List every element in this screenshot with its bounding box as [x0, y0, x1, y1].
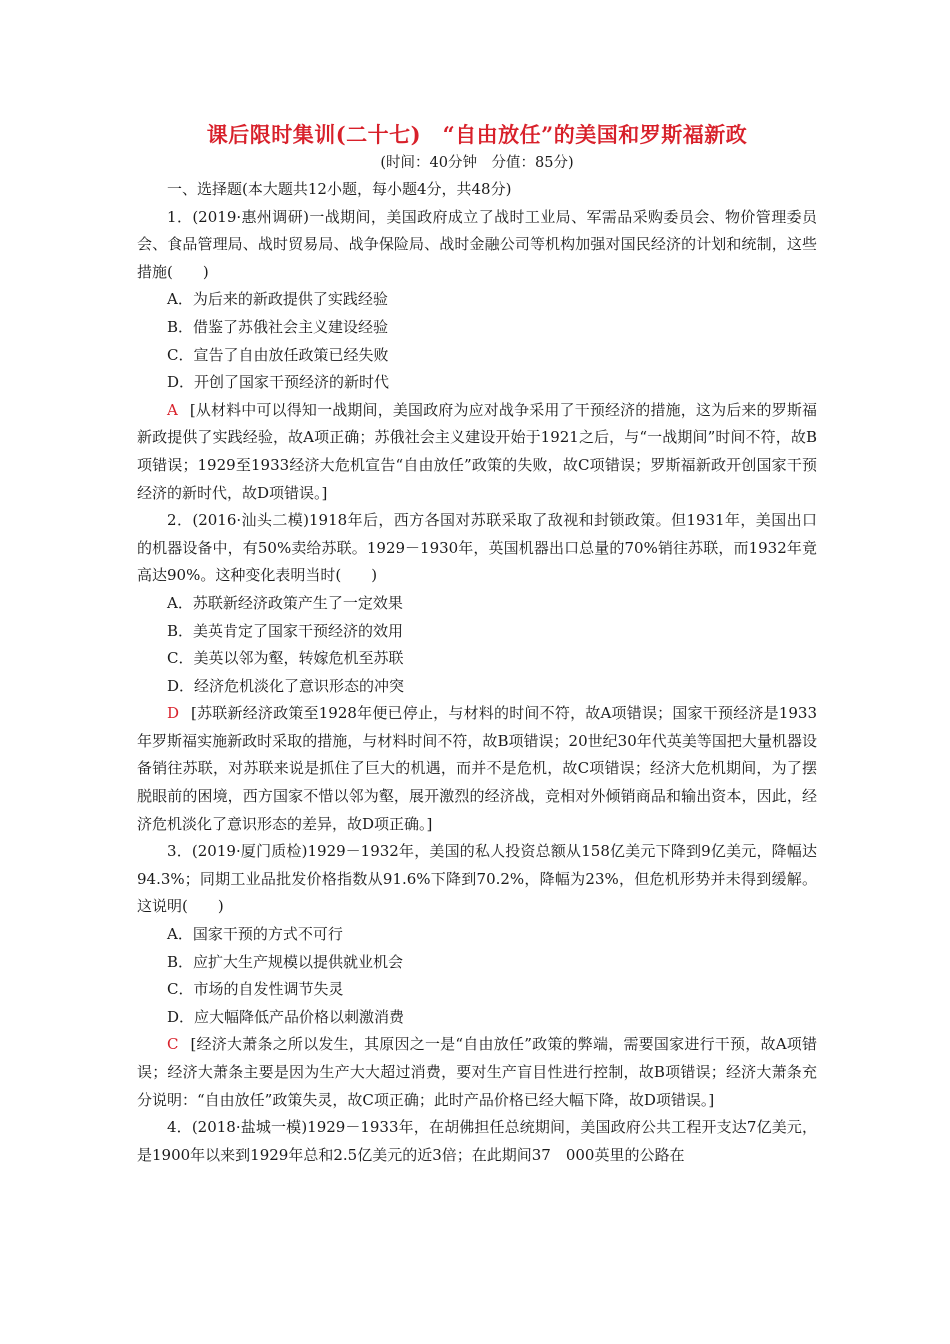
question-stem: 4．(2018·盐城一模)1929－1933年，在胡佛担任总统期间，美国政府公共工程开支达7亿美元，是1900年以来到1929年总和2.5亿美元的近3倍；在此期间37 000英里的公路在	[137, 1118, 817, 1164]
question-stem: 2．(2016·汕头二模)1918年后，西方各国对苏联采取了敌视和封锁政策。但1931年，美国出口的机器设备中，有50%卖给苏联。1929－1930年，英国机器出口总量的70%销往苏联，而1932年竟高达90%。这种变化表明当时( )	[137, 511, 817, 585]
document-page	[137, 118, 817, 1169]
page-subtitle: (时间：40分钟 分值：85分)	[380, 155, 574, 171]
question-4	[137, 1114, 817, 1169]
question-1	[137, 204, 817, 508]
option-c: C．宣告了自由放任政策已经失败	[167, 345, 389, 364]
question-stem: 3．(2019·厦门质检)1929－1932年，美国的私人投资总额从158亿美元下降到9亿美元，降幅达94.3%；同期工业品批发价格指数从91.6%下降到70.2%，降幅为23%，但危机形势并未得到缓解。这说明( )	[137, 842, 817, 916]
explanation-text: [从材料中可以得知一战期间，美国政府为应对战争采用了干预经济的措施，这为后来的罗斯福新政提供了实践经验，故A项正确；苏俄社会主义建设开始于1921之后，与“一战期间”时间不符，故B项错误；1929至1933经济大危机宣告“自由放任”政策的失败，故C项错误；罗斯福新政开创国家干预经济的新时代，故D项错误。]	[137, 400, 817, 502]
option-c: C．美英以邻为壑，转嫁危机至苏联	[167, 649, 404, 668]
explanation-text: [经济大萧条之所以发生，其原因之一是“自由放任”政策的弊端，需要国家进行干预，故A项错误；经济大萧条主要是因为生产大大超过消费，要对生产盲目性进行控制，故B项错误；经济大萧条充分说明：“自由放任”政策失灵，故C项正确；此时产品价格已经大幅下降，故D项错误。]	[137, 1035, 817, 1109]
section-heading: 一、选择题(本大题共12小题，每小题4分，共48分)	[167, 180, 512, 198]
answer-letter: A	[167, 400, 178, 419]
answer-letter: C	[167, 1035, 179, 1054]
option-d: D．应大幅降低产品价格以刺激消费	[167, 1007, 405, 1026]
option-a: A．国家干预的方式不可行	[167, 925, 343, 944]
answer-explanation	[137, 397, 817, 507]
option-b: B．应扩大生产规模以提供就业机会	[167, 952, 404, 971]
option-c: C．市场的自发性调节失灵	[167, 980, 344, 999]
page-title: 课后限时集训(二十七) “自由放任”的美国和罗斯福新政	[206, 122, 748, 147]
option-a: A．苏联新经济政策产生了一定效果	[167, 593, 403, 612]
option-a: A．为后来的新政提供了实践经验	[167, 290, 388, 309]
option-d: D．经济危机淡化了意识形态的冲突	[167, 676, 405, 695]
question-3	[137, 838, 817, 1114]
option-b: B．美英肯定了国家干预经济的效用	[167, 621, 404, 640]
option-d: D．开创了国家干预经济的新时代	[167, 373, 390, 392]
answer-explanation	[137, 1031, 817, 1114]
explanation-text: [苏联新经济政策至1928年便已停止，与材料的时间不符，故A项错误；国家干预经济是1933年罗斯福实施新政时采取的措施，与材料时间不符，故B项错误；20世纪30年代英美等国把大量机器设备销往苏联，对苏联来说是抓住了巨大的机遇，而并不是危机，故C项错误；经济大危机期间，为了摆脱眼前的困境，西方国家不惜以邻为壑，展开激烈的经济战，竞相对外倾销商品和输出资本，因此，经济危机淡化了意识形态的差异，故D项正确。]	[137, 704, 817, 833]
answer-explanation	[137, 700, 817, 838]
answer-letter: D	[167, 704, 180, 723]
question-2	[137, 507, 817, 838]
option-b: B．借鉴了苏俄社会主义建设经验	[167, 317, 389, 336]
question-stem: 1．(2019·惠州调研)一战期间，美国政府成立了战时工业局、军需品采购委员会、物价管理委员会、食品管理局、战时贸易局、战争保险局、战时金融公司等机构加强对国民经济的计划和统制，这些措施( )	[137, 207, 817, 281]
